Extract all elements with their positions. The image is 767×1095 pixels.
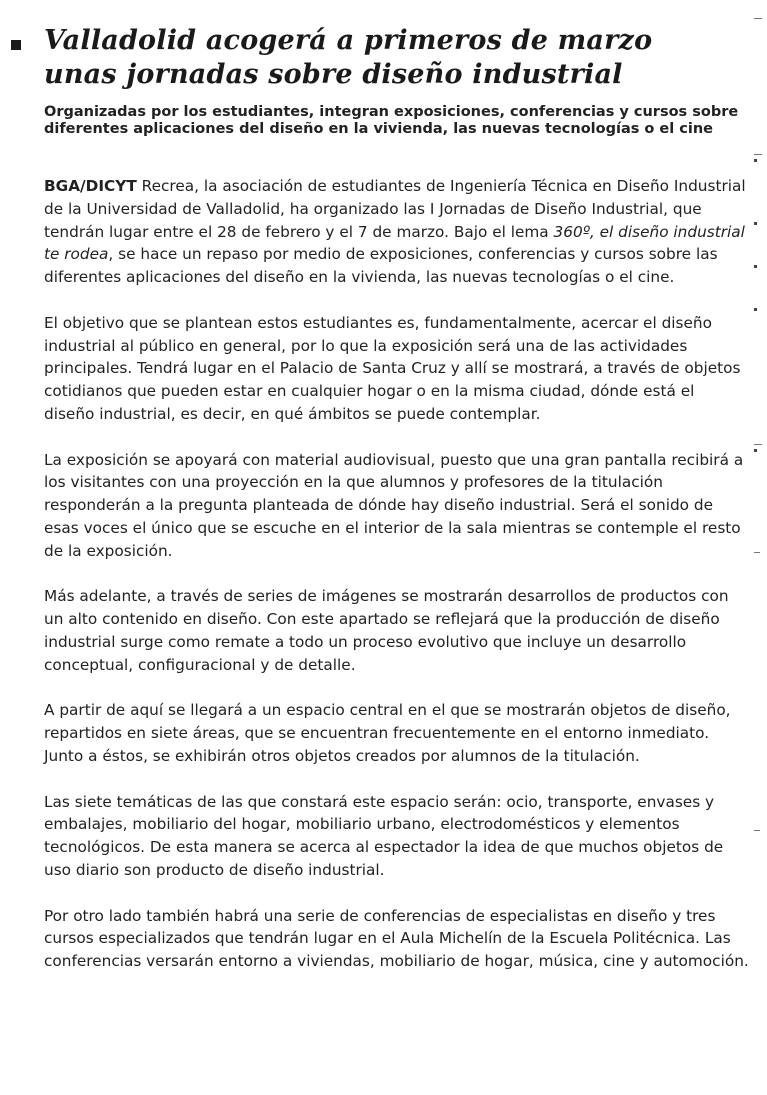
article-headline: Valladolid acogerá a primeros de marzo unas jornadas sobre diseño industrial [44,25,653,90]
article-paragraph-3: La exposición se apoyará con material audiovisual, puesto que una gran pantalla recibirá a los visitantes con una proyección en la que alumnos y profesores de la titulación responderán a la pregunta planteada de dónde hay diseño industrial. Será el sonido de esas voces el único que se escuche en el interior de la sala mientras se contemple el resto de la exposición. [44,450,744,560]
article-paragraph-2: El objetivo que se plantean estos estudiantes es, fundamentalmente, acercar el diseño industrial al público en general, por lo que la exposición será una de las actividades principales. Tendrá lugar en el Palacio de Santa Cruz y allí se mostrará, a través de objetos cotidianos que pueden estar en cualquier hogar o en la misma ciudad, dónde está el diseño industrial, es decir, en qué ámbitos se puede contemplar. [44,313,741,423]
article-body [44,175,749,996]
article-paragraph-1 [44,175,749,289]
clipped-column-edge-lower [752,440,767,500]
clipped-column-edge-middle [752,150,767,350]
article-subheadline: Organizadas por los estudiantes, integran exposiciones, conferencias y cursos sobre diferentes aplicaciones del diseño en la vivienda, las nuevas tecnologías o el cine [44,104,739,137]
article-byline: BGA/DICYT [44,177,137,195]
clipped-column-edge-mark [752,548,767,557]
paragraph-1-text-a: Recrea, la asociación de estudiantes de Ingeniería Técnica en Diseño Industrial de la Universidad de Valladolid, ha organizado las I Jornadas de Diseño Industrial, que tendrán lugar entre el 28 de febrero y el 7 de marzo. Bajo el lema [44,177,746,241]
article-paragraph-7: Por otro lado también habrá una serie de conferencias de especialistas en diseño y tres cursos especializados que tendrán lugar en el Aula Michelín de la Escuela Politécnica. Las conferencias versarán entorno a viviendas, mobiliario de hogar, música, cine y automoción. [44,906,749,971]
paragraph-1-text-b: , se hace un repaso por medio de exposiciones, conferencias y cursos sobre las diferentes aplicaciones del diseño en la vivienda, las nuevas tecnologías o el cine. [44,245,718,287]
article-paragraph-5: A partir de aquí se llegará a un espacio central en el que se mostrarán objetos de diseño, repartidos en siete áreas, que se encuentran frecuentemente en el entorno inmediato. Junto a éstos, se exhibirán otros objetos creados por alumnos de la titulación. [44,701,731,765]
article-paragraph-4: Más adelante, a través de series de imágenes se mostrarán desarrollos de productos con un alto contenido en diseño. Con este apartado se reflejará que la producción de diseño industrial surge como remate a todo un proceso evolutivo que incluye un desarrollo conceptual, configuracional y de detalle. [44,587,729,674]
article-paragraph-6: Las siete temáticas de las que constará este espacio serán: ocio, transporte, envases y embalajes, mobiliario del hogar, mobiliario urbano, electrodomésticos y elementos tecnológicos. De esta manera se acerca al espectador la idea de que muchos objetos de uso diario son producto de diseño industrial. [44,792,724,879]
article-motto: 360º, el diseño industrial te rodea [44,222,745,264]
clipped-column-edge-bottom [752,826,767,835]
headline-bullet-icon [11,40,21,50]
clipped-column-edge-top [752,14,767,23]
